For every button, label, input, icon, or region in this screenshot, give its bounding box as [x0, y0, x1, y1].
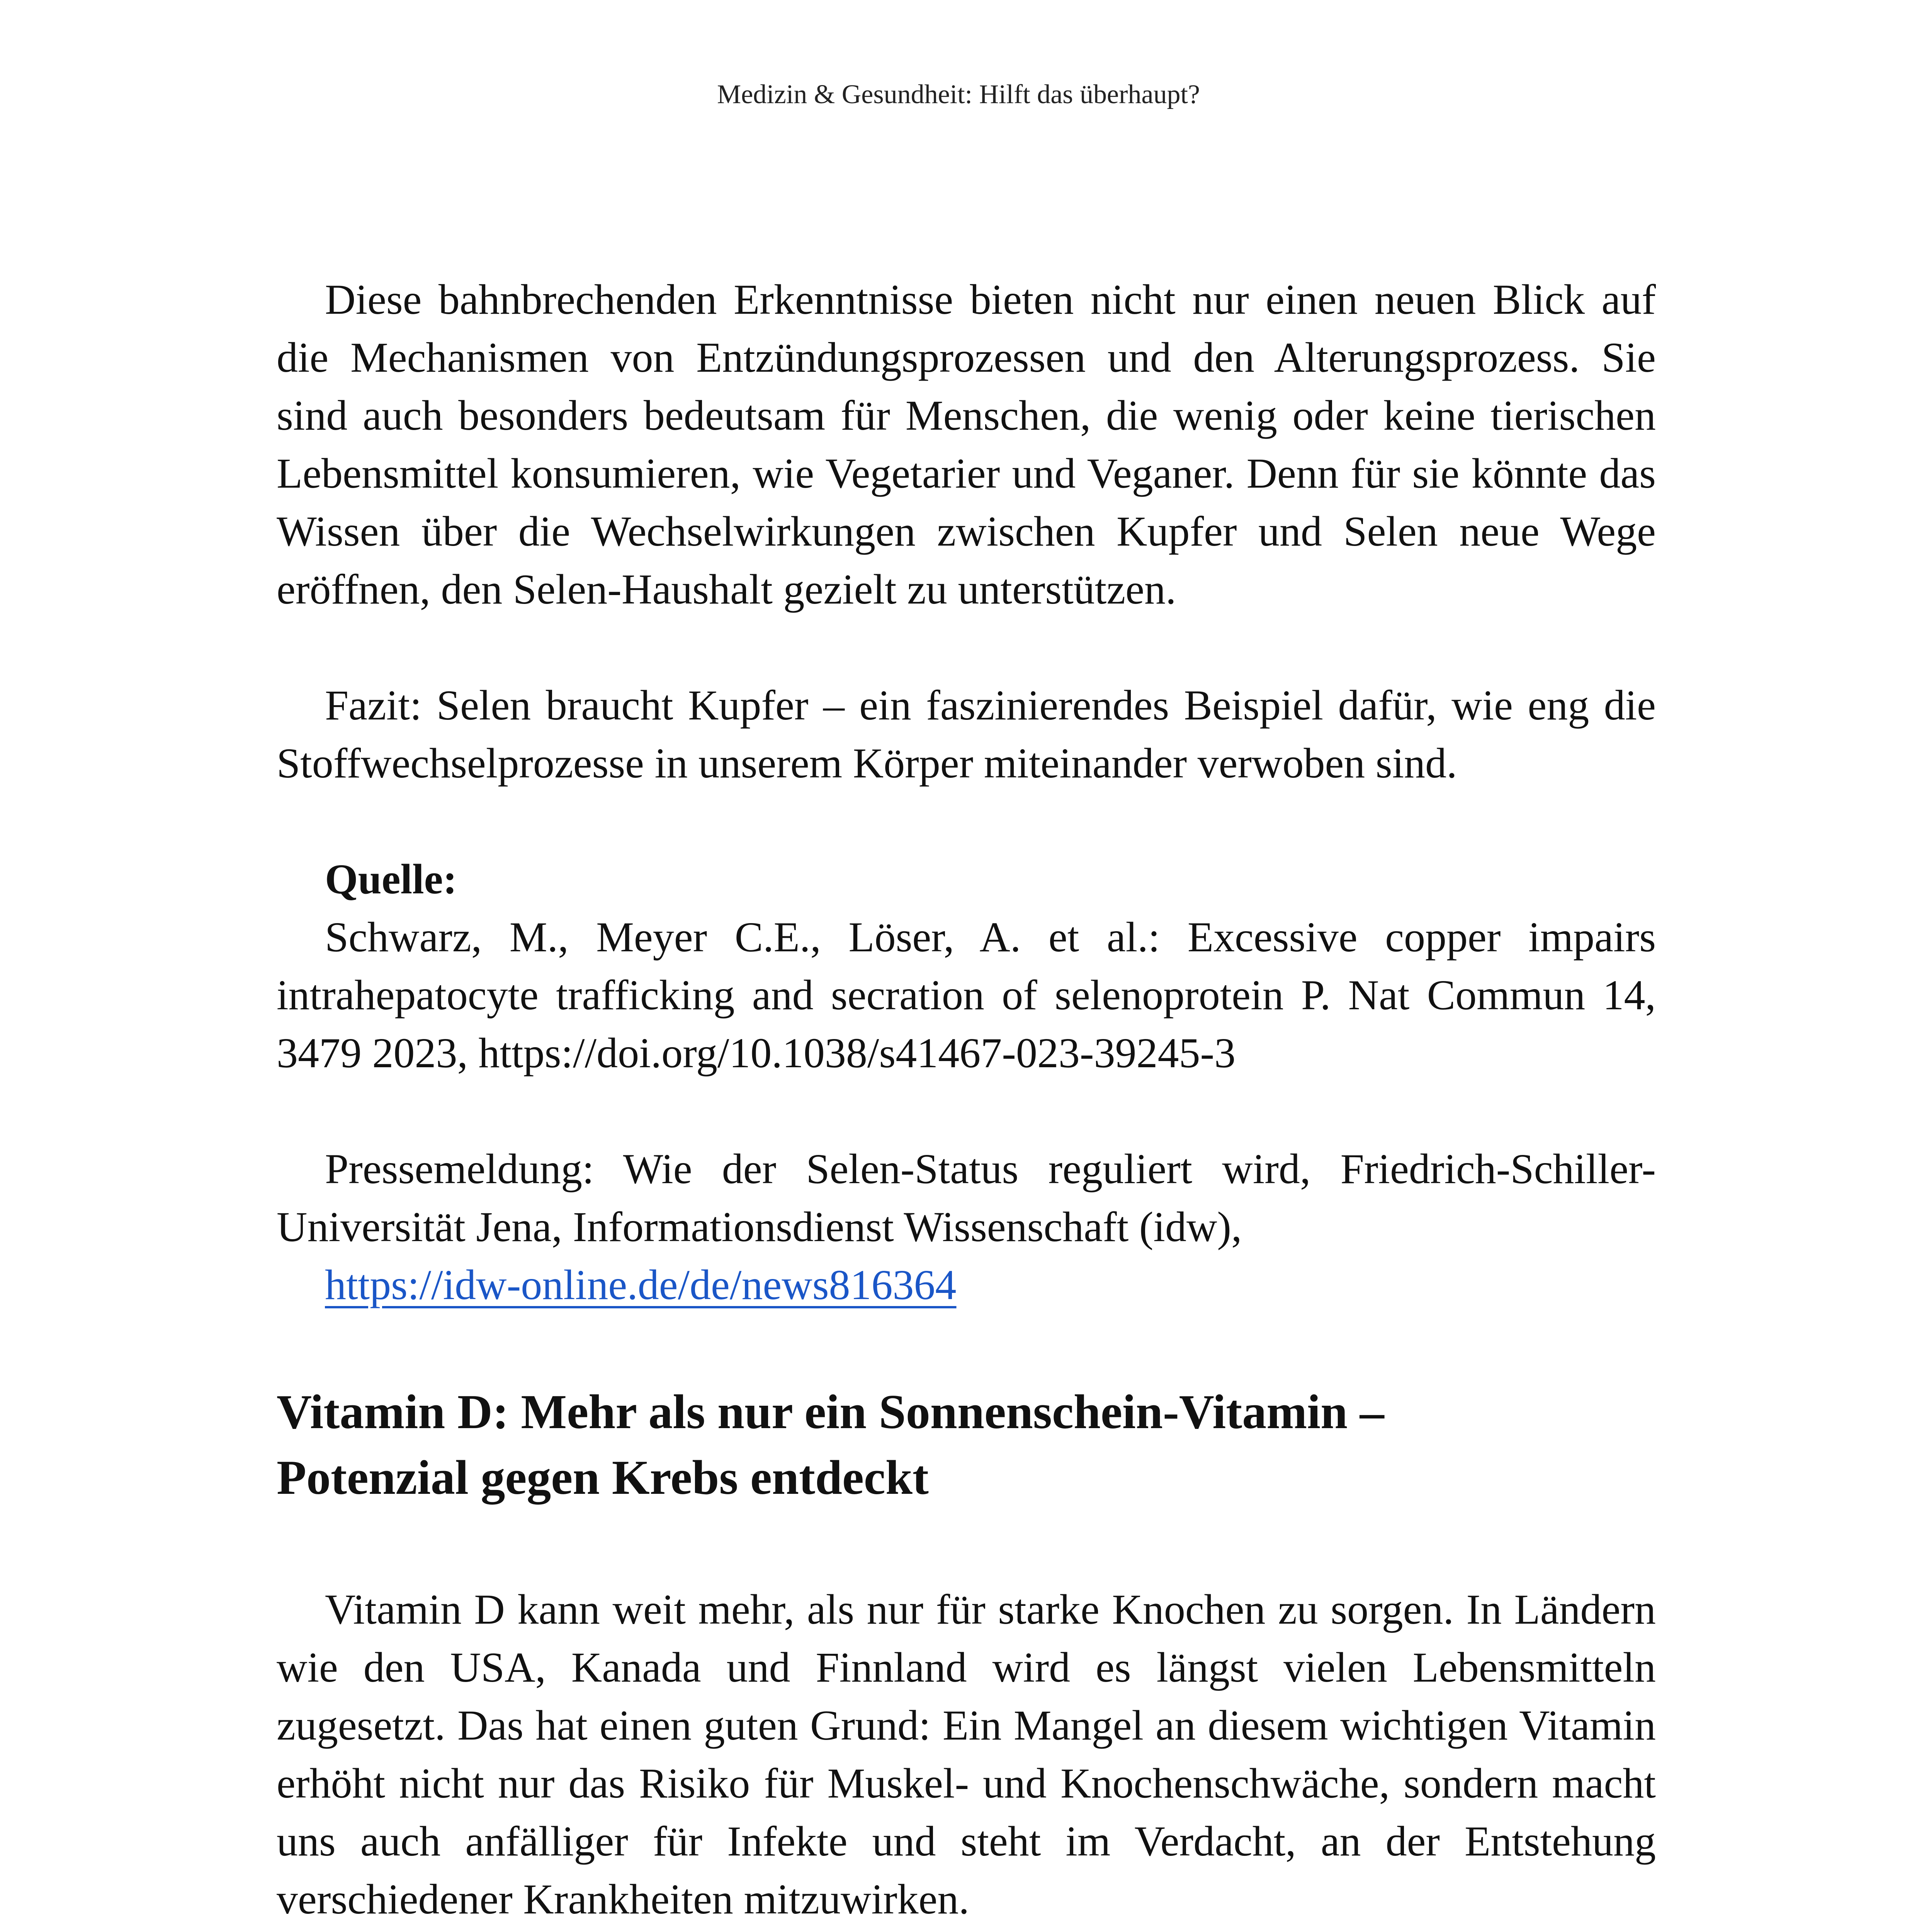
body-paragraph: Diese bahnbrechenden Erkenntnisse bieten nicht nur einen neuen Blick auf die Mechanismen von Entzündungsprozessen und den Alterungsprozess. Sie sind auch besonders bedeutsam für Menschen, die wenig oder keine tierischen Lebensmittel konsumieren, wie Vegetarier und Veganer. Denn für sie könnte das Wissen über die Wechselwirkungen zwischen Kupfer und Selen neue Wege eröffnen, den Selen-Haushalt gezielt zu unterstützen.	[277, 276, 1656, 613]
section-heading-line-1: Vitamin D: Mehr als nur ein Sonnenschein-Vitamin –	[277, 1385, 1384, 1439]
source-citation: Schwarz, M., Meyer C.E., Löser, A. et al.: Excessive copper impairs intrahepatocyte trafficking and secration of selenoprotein P. Nat Commun 14, 3479 2023, https://doi.org/10.1038/s41467-023-39245-3	[277, 913, 1656, 1077]
running-head: Medizin & Gesundheit: Hilft das überhaupt?	[717, 80, 1200, 109]
press-release-block	[277, 1140, 1656, 1314]
source-block	[277, 850, 1656, 1082]
press-release-text: Pressemeldung: Wie der Selen-Status reguliert wird, Friedrich-Schiller-Universität Jena, Informationsdienst Wissenschaft (idw),	[277, 1145, 1656, 1250]
section-heading-line-2: Potenzial gegen Krebs entdeckt	[277, 1451, 929, 1505]
source-label: Quelle:	[325, 855, 457, 903]
press-release-link-line	[277, 1256, 1656, 1314]
section-heading	[277, 1379, 1656, 1511]
section-paragraph-intro: Vitamin D kann weit mehr, als nur für starke Knochen zu sorgen. In Ländern wie den USA, Kanada und Finnland wird es längst vielen Lebensmitteln zugesetzt. Das hat einen guten Grund: Ein Mangel an diesem wichtigen Vitamin erhöht nicht nur das Risiko für Muskel- und Knochenschwäche, sondern macht uns auch anfälliger für Infekte und steht im Verdacht, an der Entstehung verschiedener Krankheiten mitzuwirken.	[277, 1586, 1656, 1923]
press-release-link[interactable]: https://idw-online.de/de/news816364	[325, 1261, 957, 1308]
conclusion-paragraph: Fazit: Selen braucht Kupfer – ein faszinierendes Beispiel dafür, wie eng die Stoffwechselprozesse in unserem Körper miteinander verwoben sind.	[277, 682, 1656, 787]
page-body	[277, 270, 1656, 1932]
